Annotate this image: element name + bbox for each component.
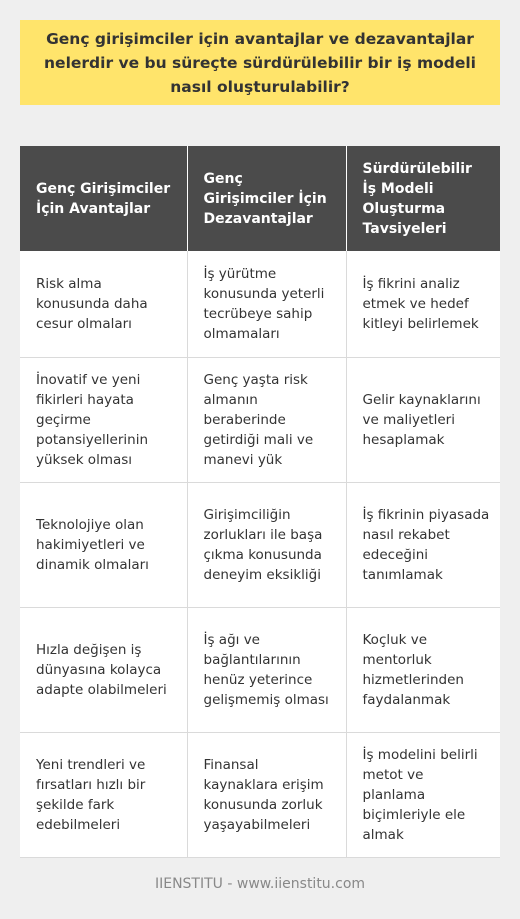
table-cell: İş fikrini analiz etmek ve hedef kitleyi belirlemek [346,251,500,357]
table-cell: Finansal kaynaklara erişim konusunda zorluk yaşayabilmeleri [187,732,346,857]
comparison-table [20,146,500,858]
table-row [20,482,500,607]
page-title: Genç girişimciler için avantajlar ve dezavantajlar nelerdir ve bu süreçte sürdürülebilir bir iş modeli nasıl oluşturulabilir? [44,29,476,96]
table-row [20,251,500,357]
column-header-disadvantages: Genç Girişimciler İçin Dezavantajlar [187,146,346,251]
table-cell: Hızla değişen iş dünyasına kolayca adapte olabilmeleri [20,607,187,732]
table-cell: Risk alma konusunda daha cesur olmaları [20,251,187,357]
column-header-advantages: Genç Girişimciler İçin Avantajlar [20,146,187,251]
table-cell: Girişimciliğin zorlukları ile başa çıkma konusunda deneyim eksikliği [187,482,346,607]
table-cell: Yeni trendleri ve fırsatları hızlı bir şekilde fark edebilmeleri [20,732,187,857]
table-row [20,732,500,857]
table-cell: Koçluk ve mentorluk hizmetlerinden faydalanmak [346,607,500,732]
column-header-recommendations: Sürdürülebilir İş Modeli Oluşturma Tavsiyeleri [346,146,500,251]
table-row [20,607,500,732]
table-cell: İş ağı ve bağlantılarının henüz yeterince gelişmemiş olması [187,607,346,732]
table-row [20,357,500,482]
table-cell: Teknolojiye olan hakimiyetleri ve dinamik olmaları [20,482,187,607]
table-cell: Gelir kaynaklarını ve maliyetleri hesaplamak [346,357,500,482]
table-cell: İş yürütme konusunda yeterli tecrübeye sahip olmamaları [187,251,346,357]
table-cell: İş modelini belirli metot ve planlama biçimleriyle ele almak [346,732,500,857]
title-banner [20,20,500,105]
table-cell: İş fikrinin piyasada nasıl rekabet edeceğini tanımlamak [346,482,500,607]
table-header-row [20,146,500,251]
footer-credit: IIENSTITU - www.iienstitu.com [154,876,366,892]
table-cell: Genç yaşta risk almanın beraberinde getirdiği mali ve manevi yük [187,357,346,482]
table-cell: İnovatif ve yeni fikirleri hayata geçirme potansiyellerinin yüksek olması [20,357,187,482]
